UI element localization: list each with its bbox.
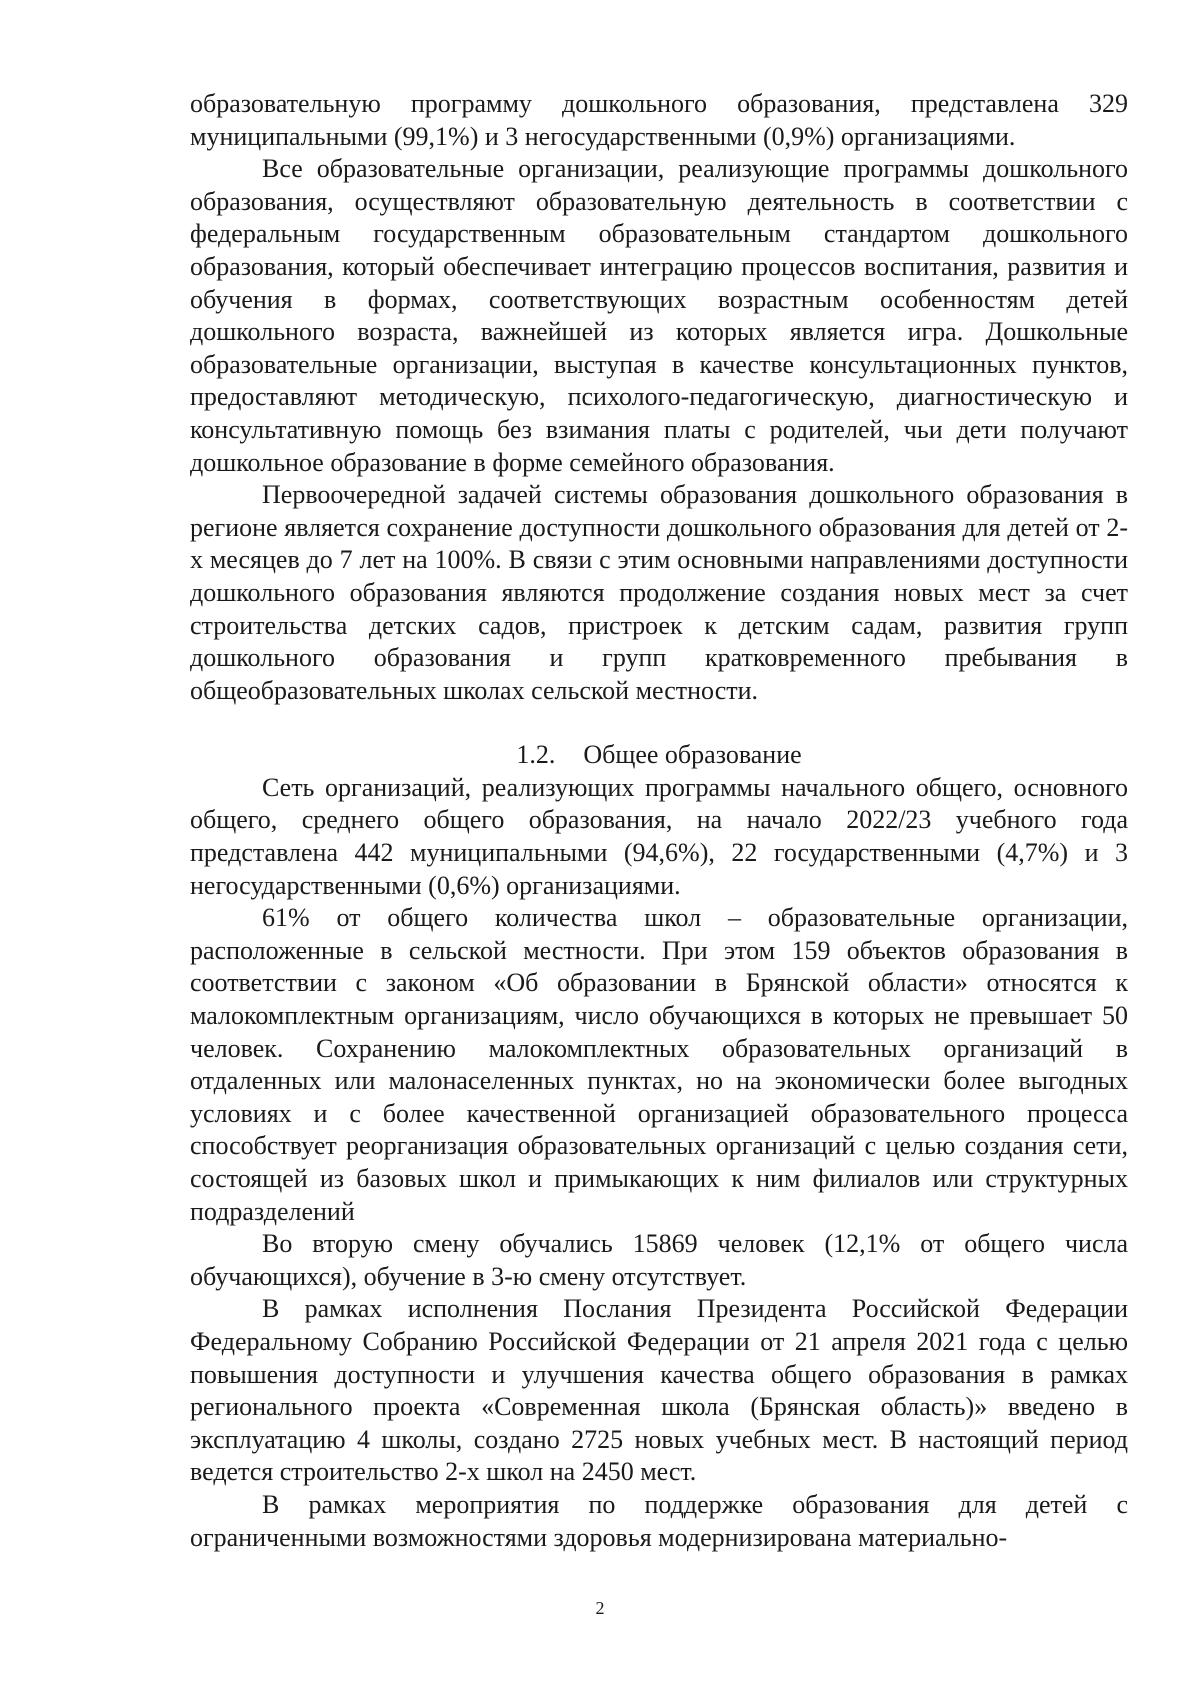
paragraph-rural-schools: 61% от общего количества школ – образовательные организации, расположенные в сельской местности. При этом 159 объектов образования в соответствии с законом «Об образовании в Брянской области» относятся к малокомплектным организациям, число обучающихся в которых не превышает 50 человек. Сохранению малокомплектных образовательных организаций в отдаленных или малонаселенных пунктах, но на экономически более выгодных условиях и с более качественной организацией образовательного процесса способствует реорганизация образовательных организаций с целью создания сети, состоящей из базовых школ и примыкающих к ним филиалов или структурных подразделений (190, 903, 1128, 1226)
section-number: 1.2. (516, 740, 556, 770)
section-heading (190, 739, 1128, 772)
paragraph-preschool-standards: Все образовательные организации, реализующие программы дошкольного образования, осуществляют образовательную деятельность в соответствии с федеральным государственным образовательным стандартом дошкольного образования, который обеспечивает интеграцию процессов воспитания, развития и обучения в формах, соответствующих возрастным особенностям детей дошкольного возраста, важнейшей из которых является игра. Дошкольные образовательные организации, выступая в качестве консультационных пунктов, предоставляют методическую, психолого-педагогическую, диагностическую и консультативную помощь без взимания платы с родителей, чьи дети получают дошкольное образование в форме семейного образования. (190, 154, 1128, 477)
document-body (190, 88, 1128, 1554)
paragraph-disability-support: В рамках мероприятия по поддержке образования для детей с ограниченными возможностями здоровья модернизирована материально- (190, 1489, 1128, 1552)
paragraph-preschool-priorities: Первоочередной задачей системы образования дошкольного образования в регионе является сохранение доступности дошкольного образования для детей от 2-х месяцев до 7 лет на 100%. В связи с этим основными направлениями доступности дошкольного образования являются продолжение создания новых мест за счет строительства детских садов, пристроек к детским садам, развития групп дошкольного образования и групп кратковременного пребывания в общеобразовательных школах сельской местности. (190, 480, 1128, 705)
paragraph-modern-school-project: В рамках исполнения Послания Президента Российской Федерации Федеральному Собранию Российской Федерации от 21 апреля 2021 года с целью повышения доступности и улучшения качества общего образования в рамках регионального проекта «Современная школа (Брянская область)» введено в эксплуатацию 4 школы, создано 2725 новых учебных мест. В настоящий период ведется строительство 2-х школ на 2450 мест. (190, 1294, 1128, 1487)
section-title: Общее образование (583, 740, 802, 770)
paragraph-second-shift: Во вторую смену обучались 15869 человек (12,1% от общего числа обучающихся), обучение в 3-ю смену отсутствует. (190, 1229, 1128, 1291)
paragraph-school-network: Сеть организаций, реализующих программы начального общего, основного общего, среднего общего образования, на начало 2022/23 учебного года представлена 442 муниципальными (94,6%), 22 государственными (4,7%) и 3 негосударственными (0,6%) организациями. (190, 772, 1128, 900)
paragraph-intro-continuation: образовательную программу дошкольного образования, представлена 329 муниципальными (99,1%) и 3 негосударственными (0,9%) организациями. (190, 89, 1128, 151)
page-number: 2 (595, 1598, 605, 1618)
